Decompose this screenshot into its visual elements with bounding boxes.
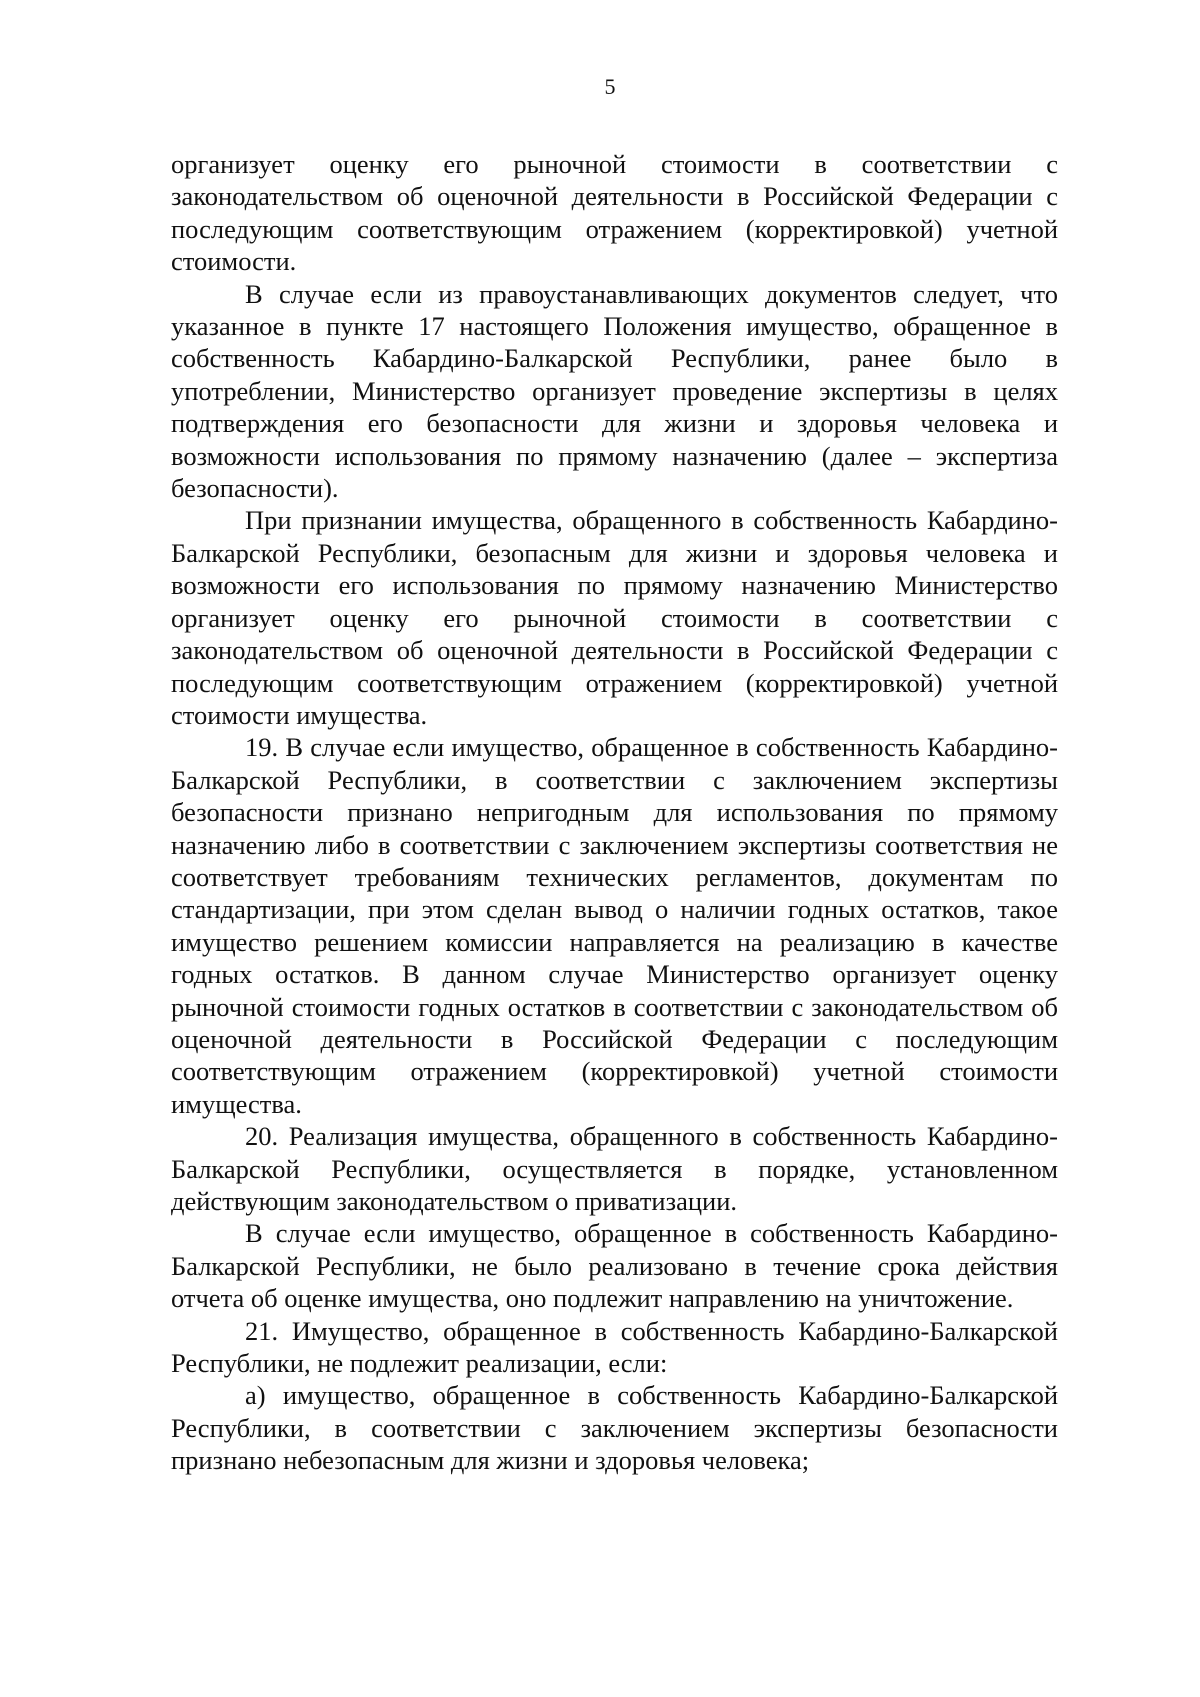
paragraph-item-21: 21. Имущество, обращенное в собственность Кабардино-Балкарской Республики, не подлежит реализации, если:: [171, 1315, 1058, 1379]
page-number: 5: [604, 74, 616, 99]
paragraph-not-sold: В случае если имущество, обращенное в собственность Кабардино-Балкарской Республики, не было реализовано в течение срока действия отчета об оценке имущества, оно подлежит направлению на уничтожение.: [171, 1218, 1058, 1314]
paragraph-recognition-safe: При признании имущества, обращенного в собственность Кабардино-Балкарской Республики, безопасным для жизни и здоровья человека и возможности его использования по прямому назначению Министерство организует оценку его рыночной стоимости в соответствии с законодательством об оценочной деятельности в Российской Федерации с последующим соответствующим отражением (корректировкой) учетной стоимости имущества.: [171, 505, 1058, 730]
paragraph-continuation: организует оценку его рыночной стоимости в соответствии с законодательством об оценочной деятельности в Российской Федерации с последующим соответствующим отражением (корректировкой) учетной стоимости.: [171, 149, 1058, 277]
paragraph-item-19: 19. В случае если имущество, обращенное в собственность Кабардино-Балкарской Республики, в соответствии с заключением экспертизы безопасности признано непригодным для использования по прямому назначению либо в соответствии с заключением экспертизы соответствия не соответствует требованиям технических регламентов, документам по стандартизации, при этом сделан вывод о наличии годных остатков, такое имущество решением комиссии направляется на реализацию в качестве годных остатков. В данном случае Министерство организует оценку рыночной стоимости годных остатков в соответствии с законодательством об оценочной деятельности в Российской Федерации с последующим соответствующим отражением (корректировкой) учетной стоимости имущества.: [171, 732, 1058, 1119]
paragraph-subitem-a: а) имущество, обращенное в собственность Кабардино-Балкарской Республики, в соответствии с заключением экспертизы безопасности признано небезопасным для жизни и здоровья человека;: [171, 1380, 1058, 1476]
paragraph-item-20: 20. Реализация имущества, обращенного в собственность Кабардино-Балкарской Республики, осуществляется в порядке, установленном действующим законодательством о приватизации.: [171, 1121, 1058, 1216]
document-body: [171, 148, 1058, 1477]
paragraph-expertise-safety: В случае если из правоустанавливающих документов следует, что указанное в пункте 17 настоящего Положения имущество, обращенное в собственность Кабардино-Балкарской Республики, ранее было в употреблении, Министерство организует проведение экспертизы в целях подтверждения его безопасности для жизни и здоровья человека и возможности использования по прямому назначению (далее – экспертиза безопасности).: [171, 278, 1058, 504]
